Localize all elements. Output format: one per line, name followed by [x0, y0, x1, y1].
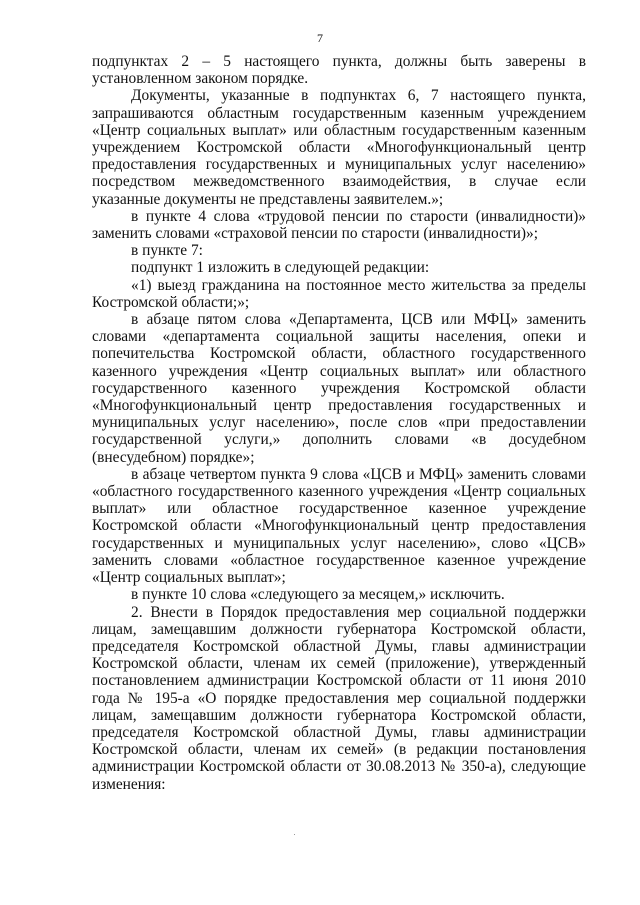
paragraph-item-10-amendment: в пункте 10 слова «следующего за месяцем,» исключить. — [131, 586, 505, 604]
document-body — [92, 53, 586, 793]
paragraph-section-2: 2. Внести в Порядок предоставления мер социальной поддержки лицам, замещавшим должности губернатора Костромской области, председателя Костромской областной Думы, главы администрации Костромской области, членам их семей (приложение), утвержденный постановлением администрации Костромской области от 11 июня 2010 года № 195-а «О порядке предоставления мер социальной поддержки лицам, замещавшим должности губернатора Костромской области, председателя Костромской областной Думы, главы администрации Костромской области, членам их семей» (в редакции постановления администрации Костромской области от 30.08.2013 № 350-а), следующие изменения: — [92, 603, 586, 793]
paragraph-item-4-amendment: в пункте 4 слова «трудовой пенсии по старости (инвалидности)» заменить словами «страховой пенсии по старости (инвалидности)»; — [92, 207, 586, 243]
paragraph-subitem-1-wording: подпункт 1 изложить в следующей редакции: — [131, 259, 430, 277]
paragraph-documents-requested: Документы, указанные в подпунктах 6, 7 настоящего пункта, запрашиваются областным государственным казенным учреждением «Центр социальных выплат» или областным государственным казенным учреждением Костромской области «Многофункциональный центр предоставления государственных и муниципальных услуг населению» посредством межведомственного взаимодействия, в случае если указанные документы не представлены заявителем.»; — [92, 87, 586, 208]
page-number: 7 — [317, 31, 323, 45]
paragraph-item-7-heading: в пункте 7: — [131, 242, 203, 260]
scan-speck — [294, 834, 295, 835]
paragraph-subitems-certified: подпунктах 2 – 5 настоящего пункта, должны быть заверены в установленном законом порядке. — [92, 53, 586, 88]
paragraph-fifth-abzac-amendment: в абзаце пятом слова «Департамента, ЦСВ или МФЦ» заменить словами «департамента социальной защиты населения, опеки и попечительства Костромской области, областного государственного казенного учреждения «Центр социальных выплат» или областного государственного казенного учреждения Костромской области «Многофункциональный центр предоставления государственных и муниципальных услуг населению», после слов «при предоставлении государственной услуги,» дополнить словами «в досудебном (внесудебном) порядке»; — [92, 311, 586, 466]
paragraph-subitem-1-text: «1) выезд гражданина на постоянное место жительства за пределы Костромской области;»; — [92, 276, 586, 311]
paragraph-item-9-amendment: в абзаце четвертом пункта 9 слова «ЦСВ и МФЦ» заменить словами «областного государственного казенного учреждения «Центр социальных выплат» или областное государственное казенное учреждение Костромской области «Многофункциональный центр предоставления государственных и муниципальных услуг населению», слово «ЦСВ» заменить словами «областное государственное казенное учреждение «Центр социальных выплат»; — [92, 465, 586, 587]
